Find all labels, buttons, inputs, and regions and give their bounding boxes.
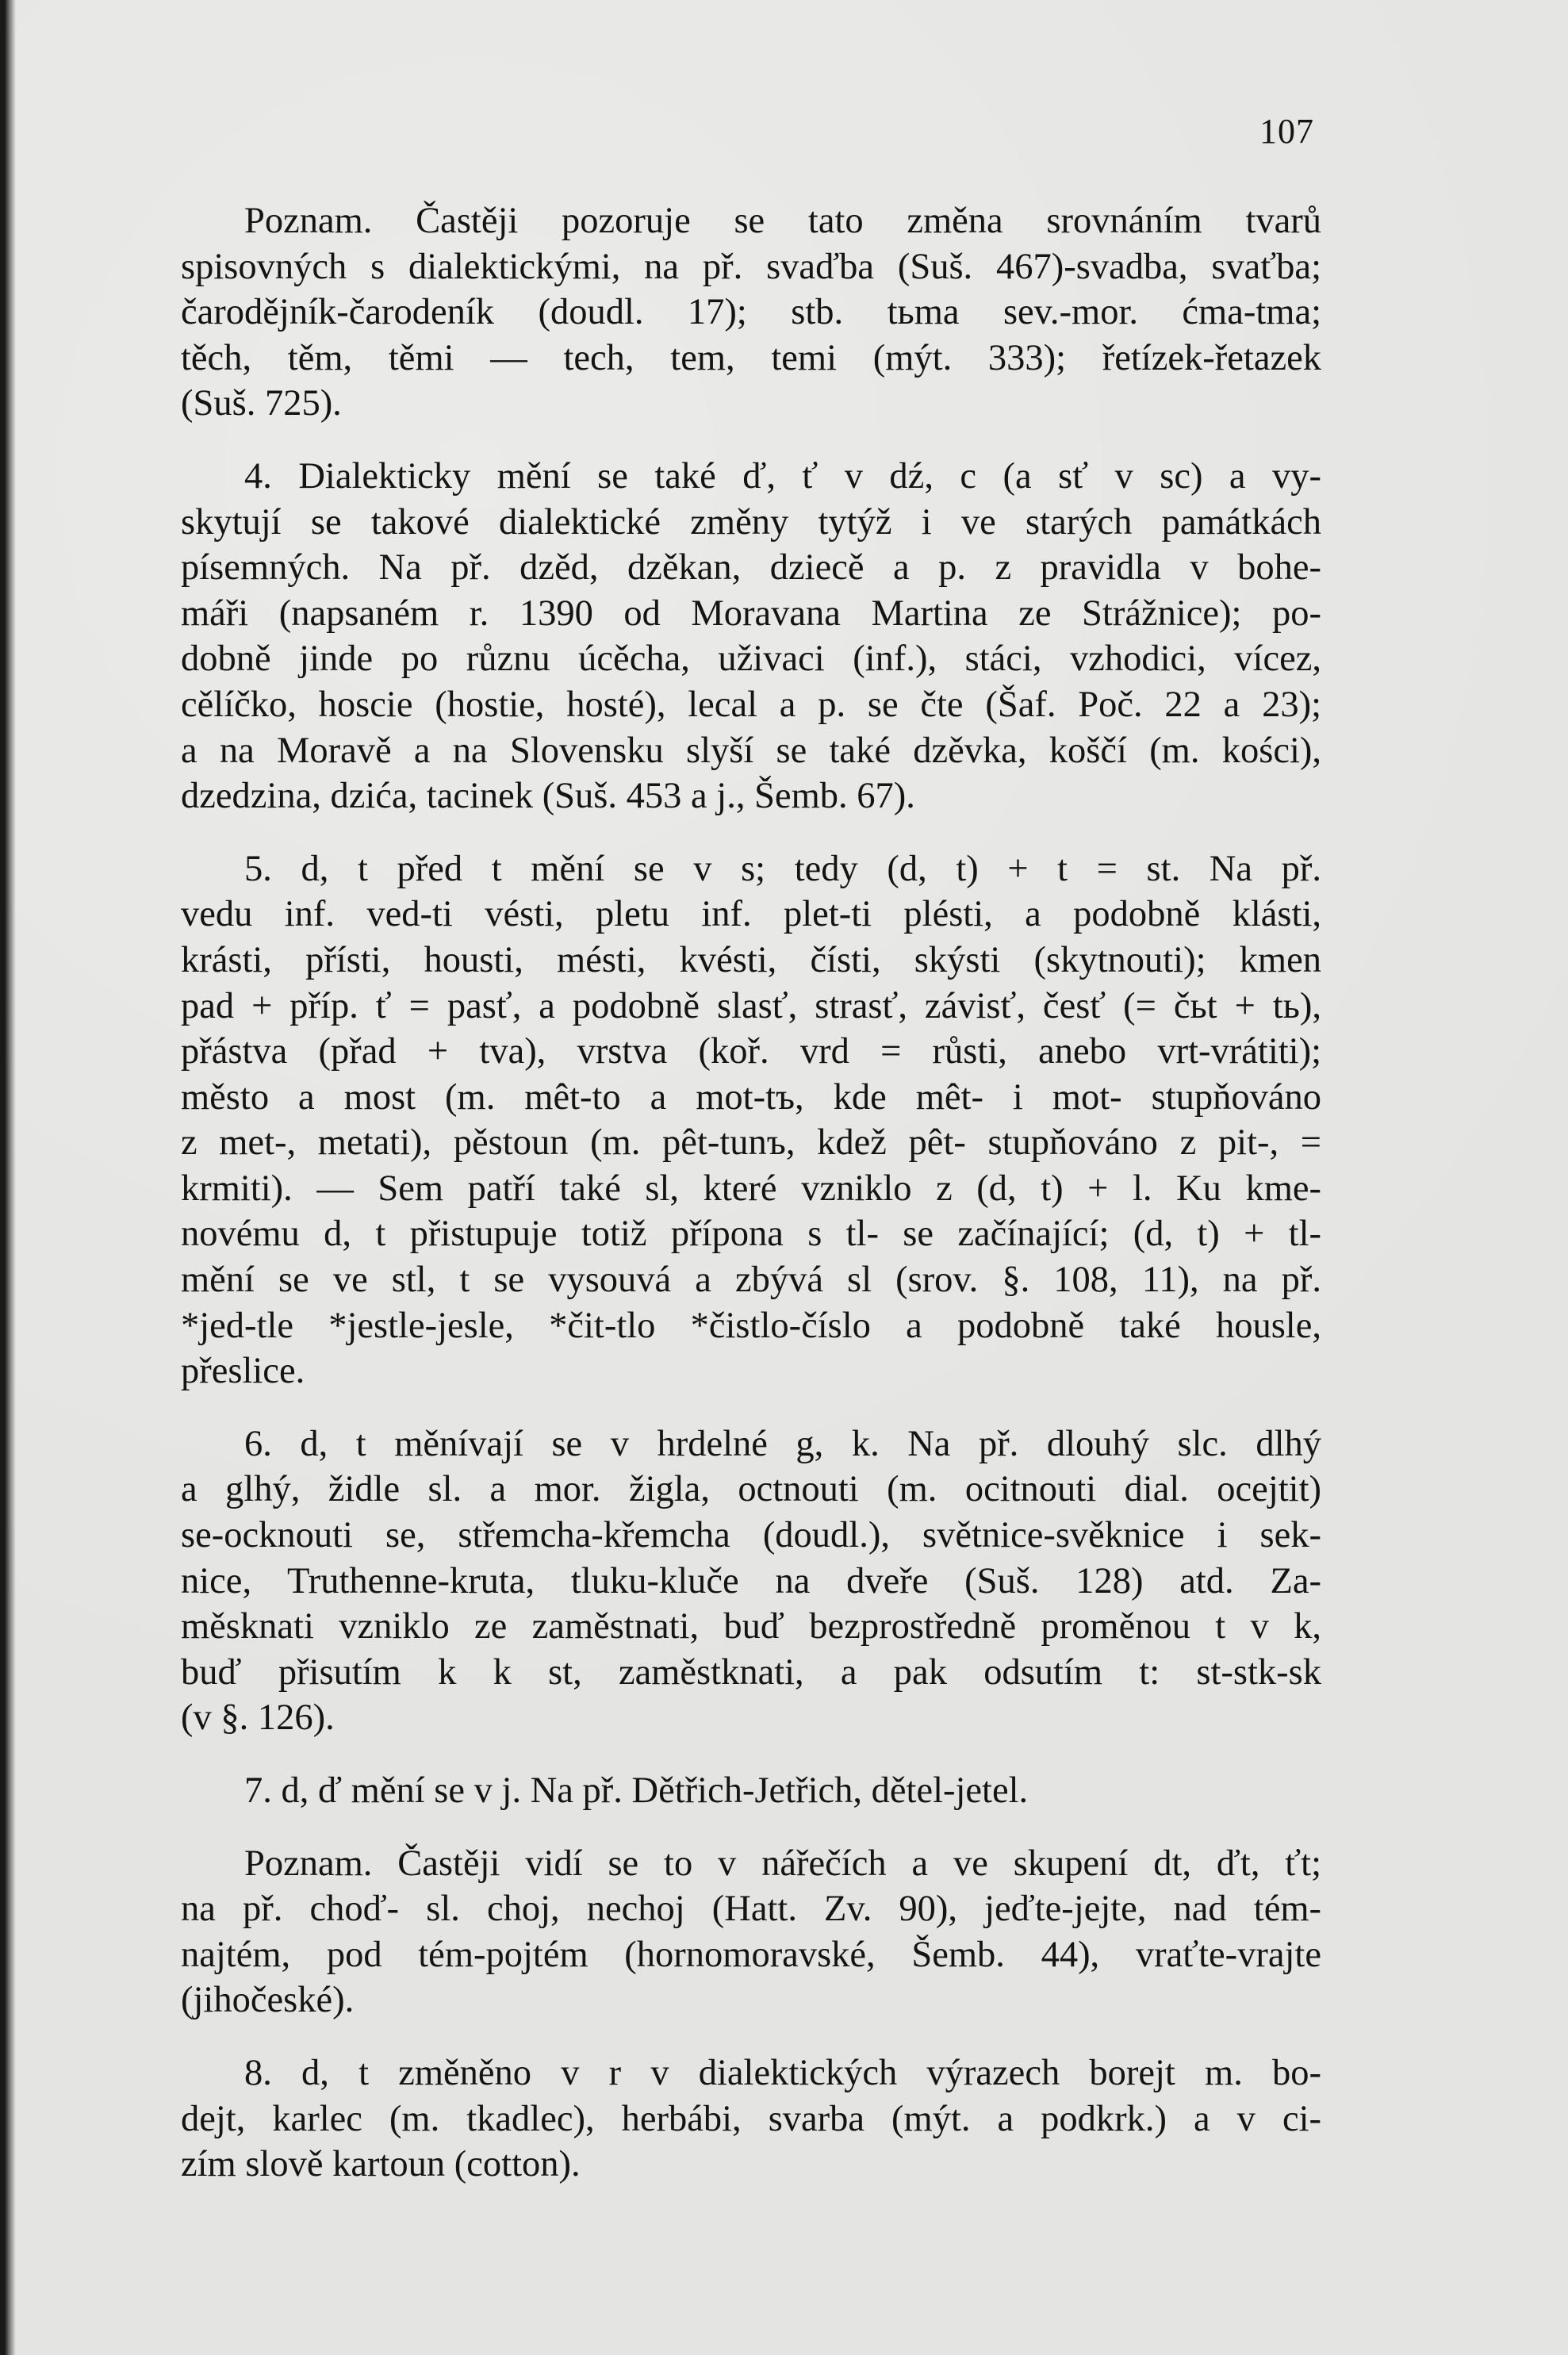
text-line: na př. choď- sl. choj, nechoj (Hatt. Zv. 90), jeďte-jejte, nad tém- xyxy=(181,1889,1321,1930)
page-body xyxy=(181,198,1321,2188)
text-line: (v §. 126). xyxy=(181,1697,335,1739)
paragraph-poznamka-2 xyxy=(181,1841,1321,2023)
text-line: Poznam. Častěji pozoruje se tato změna srovnáním tvarů xyxy=(244,201,1321,241)
text-line: 7. d, ď mění se v j. Na př. Dětřich-Jetřich, dětel-jetel. xyxy=(244,1770,1029,1811)
text-line: pad + příp. ť = pasť, a podobně slasť, strasť, závisť, česť (= čьt + tь), xyxy=(181,985,1321,1026)
text-line: čaroděj​ník-čarodeník (doudl. 17); stb. tьma sev.-mor. ćma-tma; xyxy=(181,292,1321,333)
text-line: (Suš. 725). xyxy=(181,383,342,424)
text-line: cělíčko, hoscie (hostie, hosté), lecal a p. se čte (Šaf. Poč. 22 a 23); xyxy=(181,684,1321,725)
text-line: z met-, metati), pěstoun (m. pêt-tunъ, kdež pêt- stupňováno z pit-, = xyxy=(181,1122,1321,1164)
text-line: nice, Truthenne-kruta, tluku-kluče na dveře (Suš. 128) atd. Za- xyxy=(181,1560,1321,1601)
text-line: (jihočeské). xyxy=(181,1980,355,2021)
paragraph-poznamka-1 xyxy=(181,198,1321,427)
text-line: skytují se takové dialektické změny tytýž i ve starých památkách xyxy=(181,501,1321,543)
scan-edge xyxy=(0,0,16,2355)
text-line: 5. d, t před t mění se v s; tedy (d, t) + t = st. Na př. xyxy=(244,848,1321,889)
text-line: novému d, t přistupuje totiž přípona s tl- se začínající; (d, t) + tl- xyxy=(181,1214,1321,1255)
text-line: máři (napsaném r. 1390 od Moravana Martina ze Strážnice); po- xyxy=(181,593,1321,634)
text-line: Poznam. Častěji vidí se to v nářečích a ve skupení dt, ďt, ťt; xyxy=(244,1843,1321,1884)
text-line: buď přisutím k k st, zaměstknati, a pak odsutím t: st-stk-sk xyxy=(181,1651,1321,1693)
page-number: 107 xyxy=(1259,112,1314,151)
text-line: krásti, přísti, housti, mésti, kvésti, čísti, skýsti (skytnouti); kmen xyxy=(181,939,1321,980)
text-line: písemných. Na př. dzěd, dzěkan, dziecě a p. z pravidla v bohe- xyxy=(181,547,1321,589)
text-line: dobně jinde po různu úcěcha, uživaci (inf.), stáci, vzhodici, vícez, xyxy=(181,639,1321,680)
text-line: dzedzina, dzića, tacinek (Suš. 453 a j., Šemb. 67). xyxy=(181,776,915,817)
text-line: těch, těm, těmi — tech, tem, temi (mýt. 333); řetízek-řetazek xyxy=(181,337,1321,378)
text-line: a na Moravě a na Slovensku slyší se také dzěvka, koščí (m. kości), xyxy=(181,730,1321,771)
text-line: najtém, pod tém-pojtém (hornomoravské, Šemb. 44), vraťte-vrajte xyxy=(181,1934,1321,1975)
text-line: přástva (přad + tva), vrstva (koř. vrd = růsti, anebo vrt-vrátiti); xyxy=(181,1031,1321,1072)
text-line: dejt, karlec (m. tkadlec), herbábi, svarba (mýt. a podkrk.) a v ci- xyxy=(181,2098,1321,2139)
text-line: 8. d, t změněno v r v dialektických výrazech borejt m. bo- xyxy=(244,2052,1321,2093)
paragraph-8 xyxy=(181,2050,1321,2188)
text-line: mění se ve stl, t se vysouvá a zbývá sl (srov. §. 108, 11), na př. xyxy=(181,1260,1321,1301)
paragraph-5 xyxy=(181,846,1321,1394)
text-line: krmiti). — Sem patří také sl, které vzniklo z (d, t) + l. Ku kme- xyxy=(181,1168,1321,1209)
paragraph-6 xyxy=(181,1421,1321,1741)
text-line: zím slově kartoun (cotton). xyxy=(181,2144,581,2185)
paragraph-4 xyxy=(181,454,1321,819)
text-line: 6. d, t měnívají se v hrdelné g, k. Na př. dlouhý slc. dlhý xyxy=(244,1423,1321,1464)
text-line: se-ocknouti se, střemcha-křemcha (doudl.), světnice-svěknice i sek- xyxy=(181,1515,1321,1556)
text-line: 4. Dialekticky mění se také ď, ť v dź, c (a sť v sc) a vy- xyxy=(244,455,1321,497)
paragraph-7 xyxy=(181,1768,1321,1814)
text-line: vedu inf. ved-ti vésti, pletu inf. plet-ti plésti, a podobně klásti, xyxy=(181,894,1321,935)
text-line: *jed-tle *jestle-jesle, *čit-tlo *čistlo-číslo a podobně také housle, xyxy=(181,1305,1321,1346)
text-line: spisovných s dialektickými, na př. svaďba (Suš. 467)-svadba, svaťba; xyxy=(181,246,1321,287)
text-line: město a most (m. mêt-to a mot-tъ, kde mêt- i mot- stupňováno xyxy=(181,1076,1321,1118)
text-line: měsknati vzniklo ze zaměstnati, buď bezprostředně proměnou t v k, xyxy=(181,1606,1321,1647)
text-line: přeslice. xyxy=(181,1351,305,1392)
text-line: a glhý, židle sl. a mor. žigla, octnouti (m. ocitnouti dial. ocejtit) xyxy=(181,1469,1321,1510)
